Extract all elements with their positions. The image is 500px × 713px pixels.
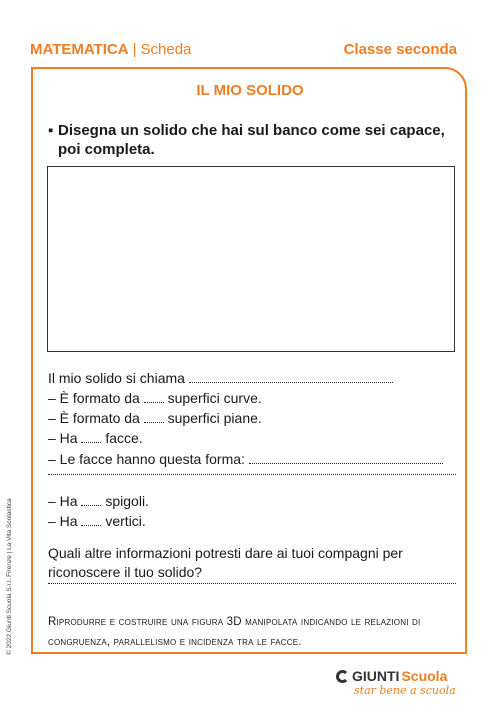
edges-blank[interactable]: [81, 493, 101, 506]
copyright-notice: © 2022 Giunti Scuola S.r.l. Firenze | La Vita Scolastica: [6, 498, 13, 655]
faces-post: facce.: [105, 430, 143, 446]
question: Quali altre informazioni potresti dare ai tuoi compagni per riconoscere il tuo solido?: [48, 545, 403, 580]
logo-tagline: star bene a scuola: [354, 684, 456, 697]
vertices-post: vertici.: [105, 513, 146, 529]
curved-pre: – È formato da: [48, 390, 140, 406]
question-answer-line[interactable]: [48, 583, 456, 584]
class-label: Classe seconda: [343, 41, 457, 58]
line-flat: [48, 410, 262, 426]
name-label: Il mio solido si chiama: [48, 370, 185, 386]
shape-blank-continued[interactable]: [48, 474, 456, 475]
line-curved: [48, 390, 262, 406]
curved-blank[interactable]: [144, 390, 164, 403]
instruction-line-2: poi completa.: [58, 141, 155, 158]
header-separator: |: [132, 41, 137, 58]
name-blank[interactable]: [189, 370, 393, 383]
edges-pre: – Ha: [48, 493, 78, 509]
header-subject: [30, 41, 191, 58]
worksheet-title: IL MIO SOLIDO: [196, 82, 304, 99]
drawing-area[interactable]: [47, 166, 455, 352]
line-faces: [48, 430, 143, 446]
curved-post: superfici curve.: [167, 390, 262, 406]
logo-wordmark: [336, 668, 456, 684]
subject-label: MATEMATICA: [30, 41, 129, 58]
flat-blank[interactable]: [144, 410, 164, 423]
publisher-logo: [336, 668, 456, 697]
giunti-g-icon: [336, 670, 349, 683]
shape-blank[interactable]: [249, 451, 443, 464]
logo-brand: GIUNTI: [352, 668, 400, 684]
sheet-kind-label: Scheda: [140, 41, 192, 58]
bullet-icon: ▪: [48, 122, 54, 139]
vertices-pre: – Ha: [48, 513, 78, 529]
line-vertices: [48, 513, 146, 529]
flat-pre: – È formato da: [48, 410, 140, 426]
vertices-blank[interactable]: [81, 513, 101, 526]
edges-post: spigoli.: [105, 493, 149, 509]
line-name: [48, 370, 393, 386]
instruction: [48, 121, 458, 159]
instruction-line-1: Disegna un solido che hai sul banco come sei capace,: [58, 122, 445, 139]
faces-blank[interactable]: [81, 430, 101, 443]
faces-pre: – Ha: [48, 430, 78, 446]
shape-label: – Le facce hanno questa forma:: [48, 451, 245, 467]
line-edges: [48, 493, 149, 509]
flat-post: superfici piane.: [167, 410, 262, 426]
line-shape: [48, 451, 443, 467]
logo-brand-2: Scuola: [401, 668, 448, 684]
task-description: Riprodurre e costruire una figura 3D manipolata indicando le relazioni di congruenza, parallelismo e incidenza tra le facce.: [48, 616, 421, 648]
